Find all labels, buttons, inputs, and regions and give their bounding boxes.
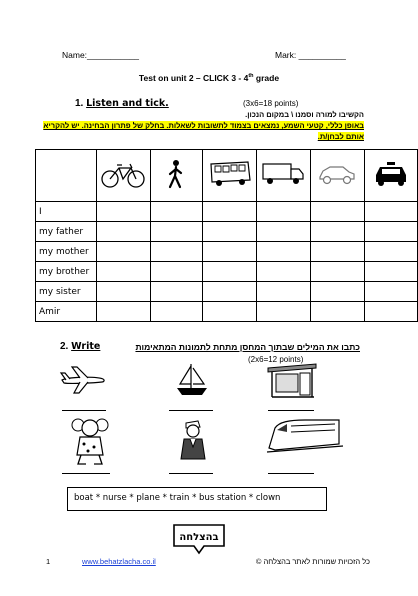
tick-cell[interactable] bbox=[364, 242, 417, 262]
test-title bbox=[0, 73, 418, 83]
tick-cell[interactable] bbox=[203, 242, 257, 262]
walking-person-icon bbox=[166, 159, 186, 189]
tick-cell[interactable] bbox=[150, 202, 203, 222]
tick-cell[interactable] bbox=[257, 302, 311, 322]
bus-station-picture bbox=[266, 360, 318, 400]
answer-line-train[interactable] bbox=[268, 473, 314, 474]
table-row bbox=[36, 202, 418, 222]
tick-cell[interactable] bbox=[96, 222, 150, 242]
tick-cell[interactable] bbox=[150, 282, 203, 302]
tick-cell[interactable] bbox=[96, 242, 150, 262]
copyright-text: כל הזכויות שמורות לאתר בהצלחה © bbox=[255, 557, 370, 566]
tick-cell[interactable] bbox=[310, 282, 364, 302]
tick-cell[interactable] bbox=[364, 302, 417, 322]
table-header-row bbox=[36, 150, 418, 202]
clown-picture bbox=[70, 417, 110, 467]
listen-and-tick-table bbox=[35, 149, 418, 322]
answer-line-clown[interactable] bbox=[62, 473, 110, 474]
train-picture bbox=[265, 414, 345, 456]
name-field: Name:___________ bbox=[62, 50, 140, 60]
table-row bbox=[36, 302, 418, 322]
question-2-hebrew-instruction: כתבו את המילים שבתוך המחסן מתחת לתמונות המתאימות bbox=[135, 342, 360, 352]
taxi-icon-cell bbox=[364, 150, 417, 202]
row-label: my father bbox=[36, 222, 97, 242]
tick-cell[interactable] bbox=[150, 302, 203, 322]
table-row bbox=[36, 262, 418, 282]
tick-cell[interactable] bbox=[203, 302, 257, 322]
tick-cell[interactable] bbox=[203, 262, 257, 282]
answer-line-nurse[interactable] bbox=[169, 473, 213, 474]
table-row bbox=[36, 242, 418, 262]
tick-cell[interactable] bbox=[257, 222, 311, 242]
tick-cell[interactable] bbox=[257, 202, 311, 222]
tick-cell[interactable] bbox=[150, 262, 203, 282]
question-1-label: Listen and tick. bbox=[86, 98, 169, 109]
tick-cell[interactable] bbox=[96, 202, 150, 222]
site-link[interactable]: www.behatzlacha.co.il bbox=[82, 557, 156, 566]
tick-cell[interactable] bbox=[150, 222, 203, 242]
bus-icon-cell bbox=[203, 150, 257, 202]
tick-cell[interactable] bbox=[310, 262, 364, 282]
title-tail: grade bbox=[253, 73, 280, 83]
tick-cell[interactable] bbox=[257, 282, 311, 302]
question-1-number: 1. bbox=[75, 98, 84, 109]
answer-line-plane[interactable] bbox=[62, 410, 106, 411]
word-bank: boat * nurse * plane * train * bus station * clown bbox=[67, 487, 327, 511]
question-2-points: (2x6=12 points) bbox=[248, 355, 304, 364]
nurse-picture bbox=[176, 417, 210, 461]
answer-line-bus-station[interactable] bbox=[268, 410, 314, 411]
question-2-heading bbox=[60, 341, 100, 352]
title-sup: th bbox=[248, 73, 254, 80]
mark-field: Mark: __________ bbox=[275, 50, 346, 60]
question-1-points: (3x6=18 points) bbox=[243, 99, 299, 108]
row-label: my mother bbox=[36, 242, 97, 262]
row-label: my brother bbox=[36, 262, 97, 282]
tick-cell[interactable] bbox=[310, 242, 364, 262]
page-number: 1 bbox=[46, 557, 51, 566]
tick-cell[interactable] bbox=[310, 222, 364, 242]
logo-text: בהצלחה bbox=[179, 532, 219, 543]
boat-picture bbox=[174, 362, 210, 398]
tick-cell[interactable] bbox=[150, 242, 203, 262]
question-1-hebrew-instruction: הקשיבו למורה וסמנו \ במקום הנכון. bbox=[245, 110, 364, 119]
bicycle-icon bbox=[101, 159, 145, 189]
title-main: Test on unit 2 – CLICK 3 - 4 bbox=[138, 73, 249, 83]
answer-line-boat[interactable] bbox=[169, 410, 213, 411]
question-2-label: Write bbox=[71, 341, 101, 352]
tick-cell[interactable] bbox=[257, 242, 311, 262]
tick-cell[interactable] bbox=[310, 302, 364, 322]
behatzlacha-logo bbox=[170, 522, 228, 556]
row-label: Amir bbox=[36, 302, 97, 322]
table-row bbox=[36, 282, 418, 302]
taxi-icon bbox=[373, 161, 409, 187]
tick-cell[interactable] bbox=[364, 262, 417, 282]
tick-cell[interactable] bbox=[96, 282, 150, 302]
walking-person-icon-cell bbox=[150, 150, 203, 202]
car-icon bbox=[317, 161, 357, 187]
tick-cell[interactable] bbox=[310, 202, 364, 222]
tick-cell[interactable] bbox=[257, 262, 311, 282]
question-1-heading bbox=[75, 98, 169, 109]
row-label: I bbox=[36, 202, 97, 222]
truck-icon bbox=[261, 161, 305, 187]
plane-picture bbox=[58, 365, 108, 395]
tick-cell[interactable] bbox=[364, 282, 417, 302]
car-icon-cell bbox=[310, 150, 364, 202]
tick-cell[interactable] bbox=[203, 202, 257, 222]
tick-cell[interactable] bbox=[203, 222, 257, 242]
tick-cell[interactable] bbox=[364, 222, 417, 242]
question-2-number: 2. bbox=[60, 341, 69, 352]
tick-cell[interactable] bbox=[96, 262, 150, 282]
tick-cell[interactable] bbox=[203, 282, 257, 302]
question-1-hebrew-note: באופן כללי, קטעי השמע, נמצאים בצמוד לתשובות לשאלות. בחלק של פתרון הבחינה. יש להקריא אותם לבחן/ת. bbox=[43, 121, 364, 141]
tick-cell[interactable] bbox=[364, 202, 417, 222]
table-row bbox=[36, 222, 418, 242]
row-label: my sister bbox=[36, 282, 97, 302]
bicycle-icon-cell bbox=[96, 150, 150, 202]
tick-cell[interactable] bbox=[96, 302, 150, 322]
bus-icon bbox=[208, 160, 252, 188]
truck-icon-cell bbox=[257, 150, 311, 202]
table-corner-cell bbox=[36, 150, 97, 202]
